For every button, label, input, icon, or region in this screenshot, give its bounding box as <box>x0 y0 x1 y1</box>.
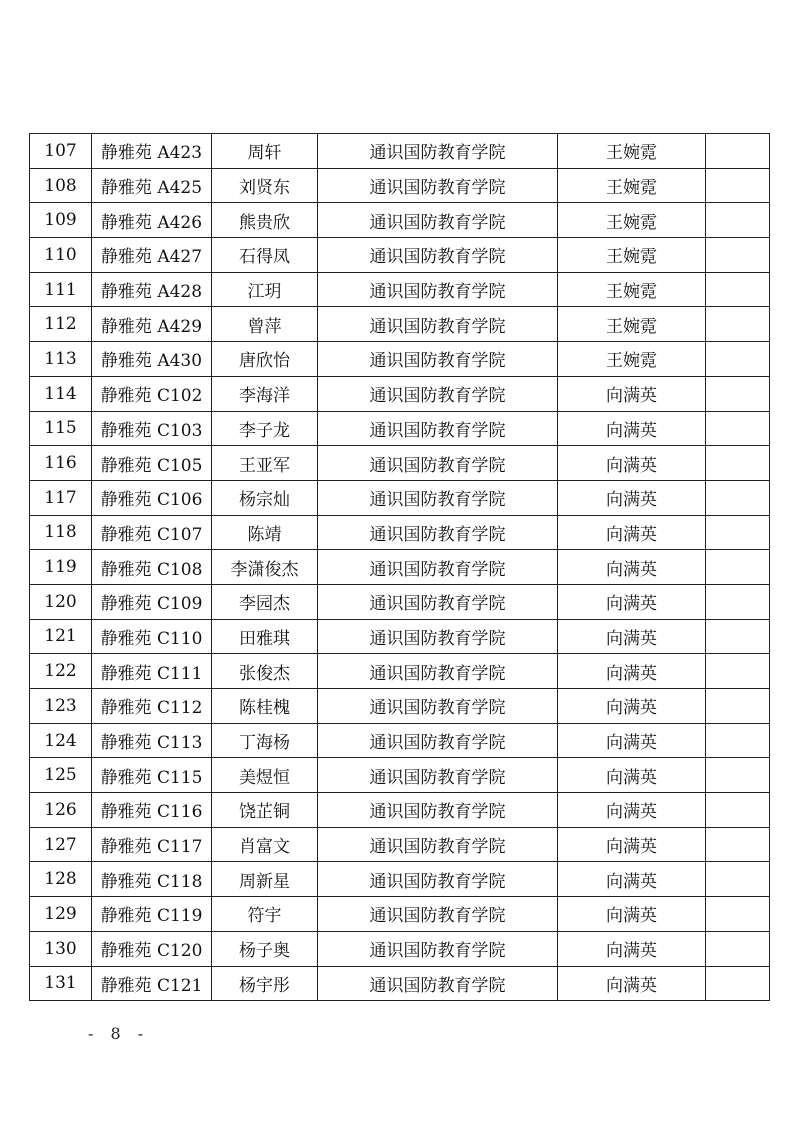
dorm-room-cell: 静雅苑 A425 <box>92 168 212 203</box>
counselor-cell: 向满英 <box>558 966 706 1001</box>
table-row <box>30 446 770 481</box>
student-name-cell: 李园杰 <box>212 584 318 619</box>
row-number-cell: 131 <box>30 966 92 1001</box>
student-name-cell: 熊贵欣 <box>212 203 318 238</box>
row-number-cell: 130 <box>30 931 92 966</box>
counselor-cell: 向满英 <box>558 758 706 793</box>
college-cell: 通识国防教育学院 <box>318 619 558 654</box>
student-name-cell: 唐欣怡 <box>212 342 318 377</box>
student-name-cell: 杨宗灿 <box>212 480 318 515</box>
table-row <box>30 966 770 1001</box>
counselor-cell: 向满英 <box>558 793 706 828</box>
dorm-room-cell: 静雅苑 C102 <box>92 376 212 411</box>
student-name-cell: 刘贤东 <box>212 168 318 203</box>
college-cell: 通识国防教育学院 <box>318 723 558 758</box>
college-cell: 通识国防教育学院 <box>318 862 558 897</box>
dorm-room-cell: 静雅苑 C118 <box>92 862 212 897</box>
note-cell <box>706 376 770 411</box>
dorm-room-cell: 静雅苑 C117 <box>92 827 212 862</box>
dorm-room-cell: 静雅苑 A427 <box>92 238 212 273</box>
college-cell: 通识国防教育学院 <box>318 793 558 828</box>
counselor-cell: 向满英 <box>558 376 706 411</box>
row-number-cell: 126 <box>30 793 92 828</box>
table-row <box>30 689 770 724</box>
row-number-cell: 113 <box>30 342 92 377</box>
row-number-cell: 114 <box>30 376 92 411</box>
note-cell <box>706 272 770 307</box>
table-row <box>30 862 770 897</box>
note-cell <box>706 550 770 585</box>
college-cell: 通识国防教育学院 <box>318 931 558 966</box>
college-cell: 通识国防教育学院 <box>318 238 558 273</box>
note-cell <box>706 654 770 689</box>
student-name-cell: 美煜恒 <box>212 758 318 793</box>
table-row <box>30 758 770 793</box>
counselor-cell: 王婉霓 <box>558 272 706 307</box>
college-cell: 通识国防教育学院 <box>318 480 558 515</box>
counselor-cell: 向满英 <box>558 584 706 619</box>
note-cell <box>706 238 770 273</box>
row-number-cell: 121 <box>30 619 92 654</box>
dorm-room-cell: 静雅苑 C108 <box>92 550 212 585</box>
student-name-cell: 曾萍 <box>212 307 318 342</box>
note-cell <box>706 931 770 966</box>
dorm-room-cell: 静雅苑 A423 <box>92 134 212 169</box>
row-number-cell: 127 <box>30 827 92 862</box>
row-number-cell: 110 <box>30 238 92 273</box>
student-name-cell: 杨子奥 <box>212 931 318 966</box>
student-name-cell: 周新星 <box>212 862 318 897</box>
note-cell <box>706 411 770 446</box>
college-cell: 通识国防教育学院 <box>318 203 558 238</box>
table-row <box>30 134 770 169</box>
table-row <box>30 376 770 411</box>
college-cell: 通识国防教育学院 <box>318 446 558 481</box>
row-number-cell: 118 <box>30 515 92 550</box>
note-cell <box>706 584 770 619</box>
college-cell: 通识国防教育学院 <box>318 689 558 724</box>
counselor-cell: 向满英 <box>558 619 706 654</box>
table-row <box>30 897 770 932</box>
dorm-room-cell: 静雅苑 C120 <box>92 931 212 966</box>
row-number-cell: 109 <box>30 203 92 238</box>
counselor-cell: 向满英 <box>558 411 706 446</box>
row-number-cell: 129 <box>30 897 92 932</box>
student-name-cell: 符宇 <box>212 897 318 932</box>
table-row <box>30 411 770 446</box>
student-name-cell: 李海洋 <box>212 376 318 411</box>
roster-table-body <box>30 134 770 1001</box>
college-cell: 通识国防教育学院 <box>318 515 558 550</box>
note-cell <box>706 515 770 550</box>
counselor-cell: 向满英 <box>558 931 706 966</box>
note-cell <box>706 689 770 724</box>
counselor-cell: 向满英 <box>558 550 706 585</box>
dorm-room-cell: 静雅苑 C103 <box>92 411 212 446</box>
table-row <box>30 342 770 377</box>
college-cell: 通识国防教育学院 <box>318 376 558 411</box>
dorm-room-cell: 静雅苑 C109 <box>92 584 212 619</box>
dorm-room-cell: 静雅苑 C113 <box>92 723 212 758</box>
counselor-cell: 向满英 <box>558 723 706 758</box>
counselor-cell: 向满英 <box>558 862 706 897</box>
note-cell <box>706 862 770 897</box>
table-row <box>30 168 770 203</box>
dorm-room-cell: 静雅苑 C112 <box>92 689 212 724</box>
counselor-cell: 向满英 <box>558 897 706 932</box>
counselor-cell: 向满英 <box>558 827 706 862</box>
counselor-cell: 向满英 <box>558 480 706 515</box>
counselor-cell: 向满英 <box>558 689 706 724</box>
dorm-room-cell: 静雅苑 C106 <box>92 480 212 515</box>
counselor-cell: 向满英 <box>558 446 706 481</box>
note-cell <box>706 446 770 481</box>
note-cell <box>706 342 770 377</box>
student-name-cell: 王亚军 <box>212 446 318 481</box>
table-row <box>30 272 770 307</box>
table-row <box>30 619 770 654</box>
college-cell: 通识国防教育学院 <box>318 134 558 169</box>
student-name-cell: 陈桂槐 <box>212 689 318 724</box>
college-cell: 通识国防教育学院 <box>318 966 558 1001</box>
student-name-cell: 杨宇彤 <box>212 966 318 1001</box>
note-cell <box>706 758 770 793</box>
row-number-cell: 124 <box>30 723 92 758</box>
note-cell <box>706 827 770 862</box>
row-number-cell: 115 <box>30 411 92 446</box>
counselor-cell: 向满英 <box>558 515 706 550</box>
note-cell <box>706 619 770 654</box>
row-number-cell: 116 <box>30 446 92 481</box>
student-name-cell: 李子龙 <box>212 411 318 446</box>
note-cell <box>706 203 770 238</box>
row-number-cell: 119 <box>30 550 92 585</box>
college-cell: 通识国防教育学院 <box>318 550 558 585</box>
table-row <box>30 550 770 585</box>
row-number-cell: 107 <box>30 134 92 169</box>
dorm-room-cell: 静雅苑 A430 <box>92 342 212 377</box>
table-row <box>30 793 770 828</box>
dorm-room-cell: 静雅苑 C115 <box>92 758 212 793</box>
student-name-cell: 江玥 <box>212 272 318 307</box>
college-cell: 通识国防教育学院 <box>318 272 558 307</box>
roster-table <box>29 133 770 1001</box>
student-name-cell: 饶芷铜 <box>212 793 318 828</box>
row-number-cell: 108 <box>30 168 92 203</box>
dorm-room-cell: 静雅苑 A426 <box>92 203 212 238</box>
college-cell: 通识国防教育学院 <box>318 411 558 446</box>
college-cell: 通识国防教育学院 <box>318 168 558 203</box>
note-cell <box>706 723 770 758</box>
counselor-cell: 王婉霓 <box>558 342 706 377</box>
page-number: - 8 - <box>88 1024 150 1043</box>
student-name-cell: 陈靖 <box>212 515 318 550</box>
note-cell <box>706 897 770 932</box>
counselor-cell: 王婉霓 <box>558 307 706 342</box>
dorm-room-cell: 静雅苑 C110 <box>92 619 212 654</box>
note-cell <box>706 134 770 169</box>
dorm-room-cell: 静雅苑 C105 <box>92 446 212 481</box>
student-name-cell: 李潇俊杰 <box>212 550 318 585</box>
dorm-room-cell: 静雅苑 A429 <box>92 307 212 342</box>
table-row <box>30 480 770 515</box>
college-cell: 通识国防教育学院 <box>318 827 558 862</box>
table-row <box>30 203 770 238</box>
note-cell <box>706 307 770 342</box>
dorm-room-cell: 静雅苑 C119 <box>92 897 212 932</box>
table-row <box>30 723 770 758</box>
dorm-room-cell: 静雅苑 C116 <box>92 793 212 828</box>
counselor-cell: 向满英 <box>558 654 706 689</box>
row-number-cell: 112 <box>30 307 92 342</box>
college-cell: 通识国防教育学院 <box>318 584 558 619</box>
table-row <box>30 307 770 342</box>
college-cell: 通识国防教育学院 <box>318 758 558 793</box>
counselor-cell: 王婉霓 <box>558 134 706 169</box>
row-number-cell: 122 <box>30 654 92 689</box>
table-row <box>30 238 770 273</box>
row-number-cell: 117 <box>30 480 92 515</box>
dorm-room-cell: 静雅苑 A428 <box>92 272 212 307</box>
table-row <box>30 931 770 966</box>
dorm-room-cell: 静雅苑 C111 <box>92 654 212 689</box>
row-number-cell: 111 <box>30 272 92 307</box>
college-cell: 通识国防教育学院 <box>318 342 558 377</box>
student-name-cell: 田雅琪 <box>212 619 318 654</box>
student-name-cell: 肖富文 <box>212 827 318 862</box>
student-name-cell: 周轩 <box>212 134 318 169</box>
table-row <box>30 827 770 862</box>
counselor-cell: 王婉霓 <box>558 238 706 273</box>
dorm-room-cell: 静雅苑 C107 <box>92 515 212 550</box>
student-name-cell: 石得凤 <box>212 238 318 273</box>
college-cell: 通识国防教育学院 <box>318 307 558 342</box>
note-cell <box>706 793 770 828</box>
table-row <box>30 515 770 550</box>
college-cell: 通识国防教育学院 <box>318 654 558 689</box>
row-number-cell: 125 <box>30 758 92 793</box>
row-number-cell: 123 <box>30 689 92 724</box>
college-cell: 通识国防教育学院 <box>318 897 558 932</box>
student-name-cell: 张俊杰 <box>212 654 318 689</box>
counselor-cell: 王婉霓 <box>558 203 706 238</box>
table-row <box>30 654 770 689</box>
table-row <box>30 584 770 619</box>
note-cell <box>706 480 770 515</box>
row-number-cell: 128 <box>30 862 92 897</box>
student-name-cell: 丁海杨 <box>212 723 318 758</box>
note-cell <box>706 966 770 1001</box>
note-cell <box>706 168 770 203</box>
row-number-cell: 120 <box>30 584 92 619</box>
counselor-cell: 王婉霓 <box>558 168 706 203</box>
dorm-room-cell: 静雅苑 C121 <box>92 966 212 1001</box>
